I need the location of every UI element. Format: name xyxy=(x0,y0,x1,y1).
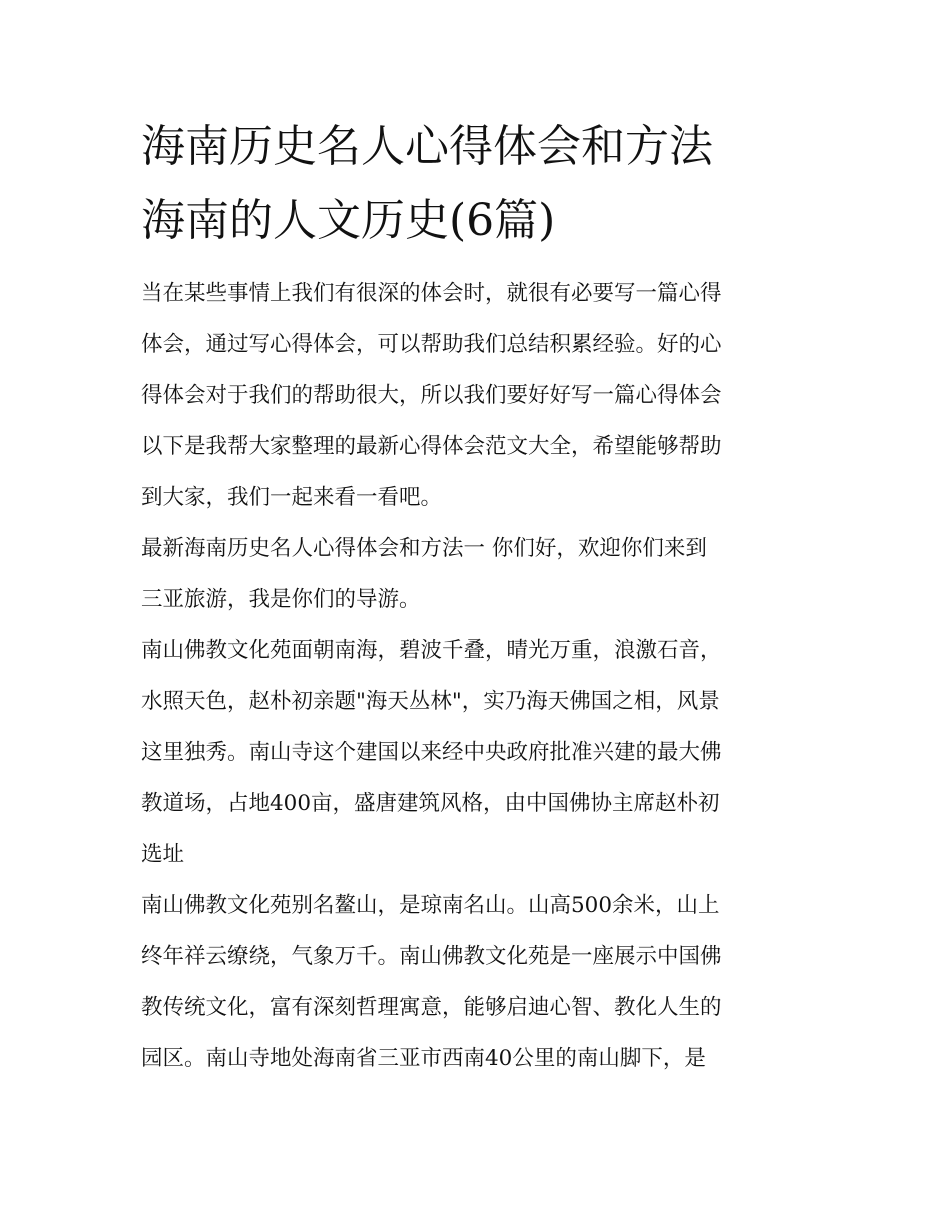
text-line: 最新海南历史名人心得体会和方法一 你们好，欢迎你们来到 xyxy=(141,536,707,561)
text-line: 南山佛教文化苑别名鳌山，是琼南名山。山高500余米，山上 xyxy=(141,893,720,918)
document-body xyxy=(141,268,813,1084)
text-line: 这里独秀。南山寺这个建国以来经中央政府批准兴建的最大佛 xyxy=(141,740,722,765)
text-line: 选址 xyxy=(141,842,185,867)
text-line: 教道场，占地400亩，盛唐建筑风格，由中国佛协主席赵朴初 xyxy=(141,791,720,816)
text-line: 园区。南山寺地处海南省三亚市西南40公里的南山脚下，是 xyxy=(141,1046,706,1071)
text-line: 南山佛教文化苑面朝南海，碧波千叠，晴光万重，浪激石音， xyxy=(141,638,722,663)
text-line: 教传统文化，富有深刻哲理寓意，能够启迪心智、教化人生的 xyxy=(141,995,722,1020)
paragraph-greeting xyxy=(141,523,813,625)
text-line: 体会，通过写心得体会，可以帮助我们总结积累经验。好的心 xyxy=(141,332,722,357)
text-line: 到大家，我们一起来看一看吧。 xyxy=(141,485,443,510)
text-line: 当在某些事情上我们有很深的体会时，就很有必要写一篇心得 xyxy=(141,281,722,306)
paragraph-nanshan-details xyxy=(141,880,813,1084)
text-line: 得体会对于我们的帮助很大，所以我们要好好写一篇心得体会 xyxy=(141,383,722,408)
document-content xyxy=(141,110,813,1084)
paragraph-nanshan-overview xyxy=(141,625,813,880)
paragraph-intro xyxy=(141,268,813,523)
text-line: 以下是我帮大家整理的最新心得体会范文大全，希望能够帮助 xyxy=(141,434,722,459)
text-line: 终年祥云缭绕，气象万千。南山佛教文化苑是一座展示中国佛 xyxy=(141,944,722,969)
text-line: 水照天色，赵朴初亲题"海天丛林"，实乃海天佛国之相，风景 xyxy=(141,689,720,714)
text-line: 三亚旅游，我是你们的导游。 xyxy=(141,587,421,612)
title-line: 海南的人文历史(6篇) xyxy=(141,195,556,246)
document-title xyxy=(141,110,813,258)
title-line: 海南历史名人心得体会和方法 xyxy=(141,121,713,172)
